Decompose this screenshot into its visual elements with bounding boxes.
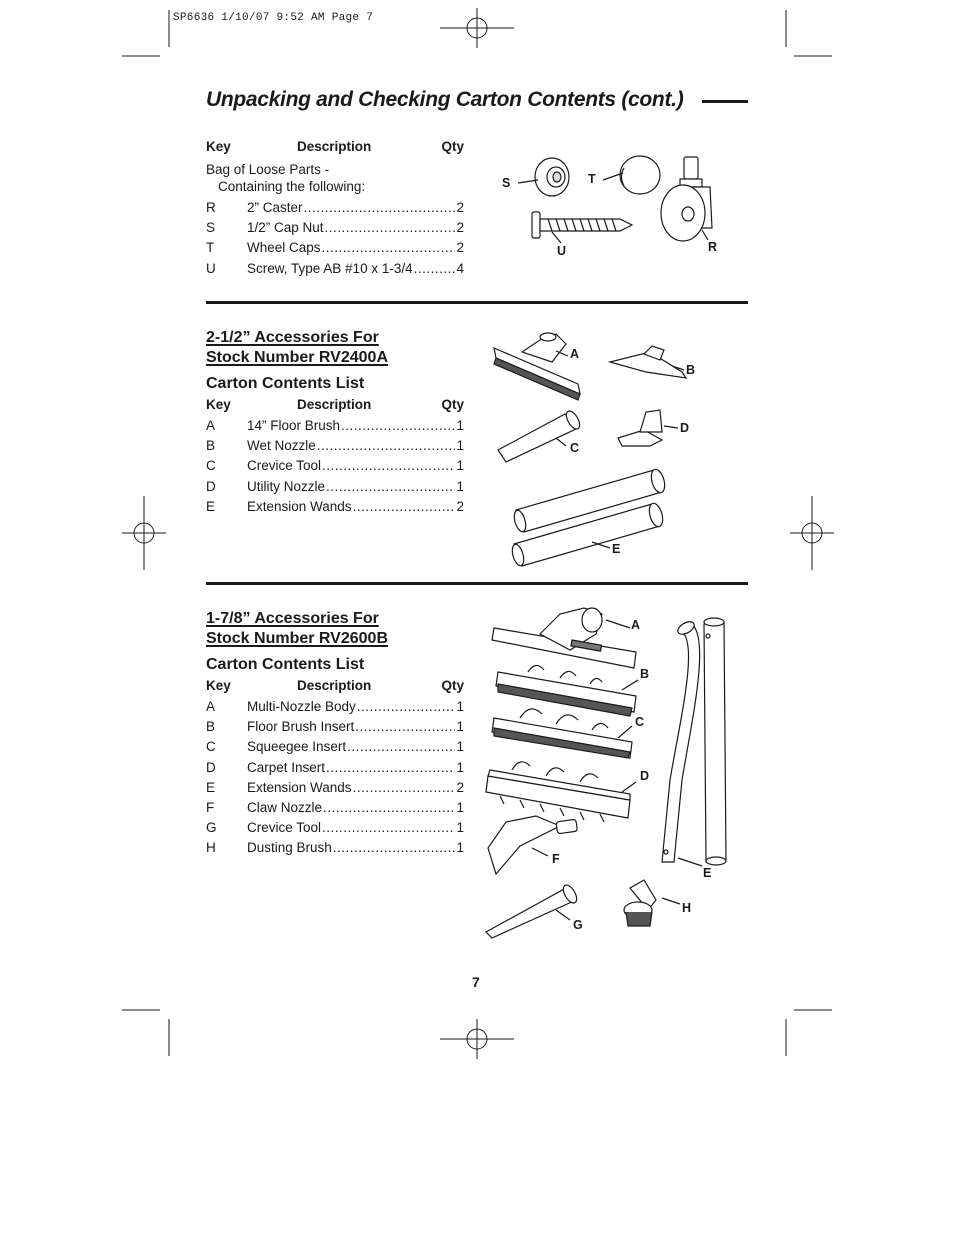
item-qty: 1 xyxy=(456,739,464,755)
page-title: Unpacking and Checking Carton Contents (cont.) xyxy=(206,88,684,111)
item-key: A xyxy=(206,418,216,433)
item-desc: Utility Nozzle xyxy=(247,478,326,494)
heading-line: 2-1/2” Accessories For xyxy=(206,329,379,346)
item-key: T xyxy=(206,240,215,256)
printer-slug: SP6636 1/10/07 9:52 AM Page 7 xyxy=(173,12,374,24)
item-key: E xyxy=(206,779,216,795)
item-key: D xyxy=(206,478,216,494)
item-key: C xyxy=(206,458,216,474)
item-key: B xyxy=(206,719,216,735)
item-qty: 1 xyxy=(456,840,464,856)
callout-u: U xyxy=(557,244,567,258)
item-desc: Claw Nozzle xyxy=(247,799,323,815)
rv2600b-list-title: Carton Contents List xyxy=(206,656,365,673)
item-desc: Multi-Nozzle Body xyxy=(247,699,356,714)
item-key: F xyxy=(206,799,215,815)
callout-r: R xyxy=(708,240,718,254)
item-desc: Screw, Type AB #10 x 1-3/4 xyxy=(247,260,413,276)
item-key: G xyxy=(206,820,217,836)
callout-a: A xyxy=(631,618,641,632)
item-qty: 1 xyxy=(456,820,464,836)
item-key: H xyxy=(206,840,216,856)
item-qty: 1 xyxy=(456,759,464,775)
item-qty: 1 xyxy=(456,719,464,735)
item-desc: Wet Nozzle xyxy=(247,438,316,454)
item-key: B xyxy=(206,438,216,454)
item-desc: 14” Floor Brush xyxy=(247,418,341,433)
item-qty: 2 xyxy=(456,779,464,795)
item-desc: Extension Wands xyxy=(247,779,352,795)
item-qty: 1 xyxy=(456,458,464,474)
callout-c: C xyxy=(570,441,580,455)
item-key: D xyxy=(206,759,216,775)
item-qty: 1 xyxy=(456,478,464,494)
dusting-brush-icon xyxy=(624,880,656,926)
item-qty: 1 xyxy=(456,418,464,433)
callout-s: S xyxy=(502,176,511,190)
header-description: Description xyxy=(297,397,372,412)
header-qty: Qty xyxy=(441,397,464,412)
intro-line: Containing the following: xyxy=(218,179,366,194)
header-key: Key xyxy=(206,678,231,693)
rv2400a-list-title: Carton Contents List xyxy=(206,375,365,392)
heading-line: Stock Number RV2600B xyxy=(206,630,388,647)
item-desc: Dusting Brush xyxy=(247,840,332,856)
callout-a: A xyxy=(570,347,580,361)
item-desc: Squeegee Insert xyxy=(247,739,347,755)
item-key: S xyxy=(206,220,216,236)
callout-e: E xyxy=(703,866,712,880)
item-desc: Crevice Tool xyxy=(247,820,322,836)
callout-g: G xyxy=(573,918,583,932)
item-desc: 2” Caster xyxy=(247,200,303,215)
callout-h: H xyxy=(682,901,692,915)
header-key: Key xyxy=(206,139,231,154)
crevice-tool-icon xyxy=(486,883,579,938)
claw-nozzle-icon xyxy=(488,816,577,874)
item-key: E xyxy=(206,498,216,514)
header-qty: Qty xyxy=(441,139,464,154)
header-description: Description xyxy=(297,139,372,154)
item-qty: 4 xyxy=(456,260,464,276)
heading-line: 1-7/8” Accessories For xyxy=(206,610,379,627)
squeegee-insert-icon xyxy=(492,709,632,758)
item-key: C xyxy=(206,739,216,755)
item-qty: 1 xyxy=(456,799,464,815)
multi-nozzle-body-icon xyxy=(492,608,636,668)
heading-line: Stock Number RV2400A xyxy=(206,349,388,366)
intro-line: Bag of Loose Parts - xyxy=(206,162,330,177)
item-qty: 1 xyxy=(456,438,464,454)
callout-c: C xyxy=(635,715,645,729)
header-description: Description xyxy=(297,678,372,693)
item-key: U xyxy=(206,260,216,276)
header-key: Key xyxy=(206,397,231,412)
item-desc: Crevice Tool xyxy=(247,458,322,474)
floor-brush-insert-icon xyxy=(496,665,636,716)
callout-e: E xyxy=(612,542,621,556)
item-qty: 2 xyxy=(456,200,464,215)
item-qty: 2 xyxy=(456,220,464,236)
item-desc: Carpet Insert xyxy=(247,759,326,775)
item-key: A xyxy=(206,699,216,714)
item-desc: 1/2” Cap Nut xyxy=(247,220,324,236)
curved-extension-wand-icon xyxy=(662,619,700,862)
header-qty: Qty xyxy=(441,678,464,693)
callout-t: T xyxy=(588,172,596,186)
callout-d: D xyxy=(680,421,690,435)
item-desc: Extension Wands xyxy=(247,498,352,514)
carpet-insert-icon xyxy=(486,762,630,822)
straight-extension-wand-icon xyxy=(704,618,726,865)
item-desc: Wheel Caps xyxy=(247,240,321,256)
callout-b: B xyxy=(640,667,650,681)
item-key: R xyxy=(206,200,216,215)
item-qty: 2 xyxy=(456,498,464,514)
item-qty: 1 xyxy=(456,699,464,714)
page-number: 7 xyxy=(472,974,480,990)
callout-f: F xyxy=(552,852,560,866)
callout-b: B xyxy=(686,363,696,377)
callout-d: D xyxy=(640,769,650,783)
item-desc: Floor Brush Insert xyxy=(247,719,355,735)
item-qty: 2 xyxy=(456,240,464,256)
